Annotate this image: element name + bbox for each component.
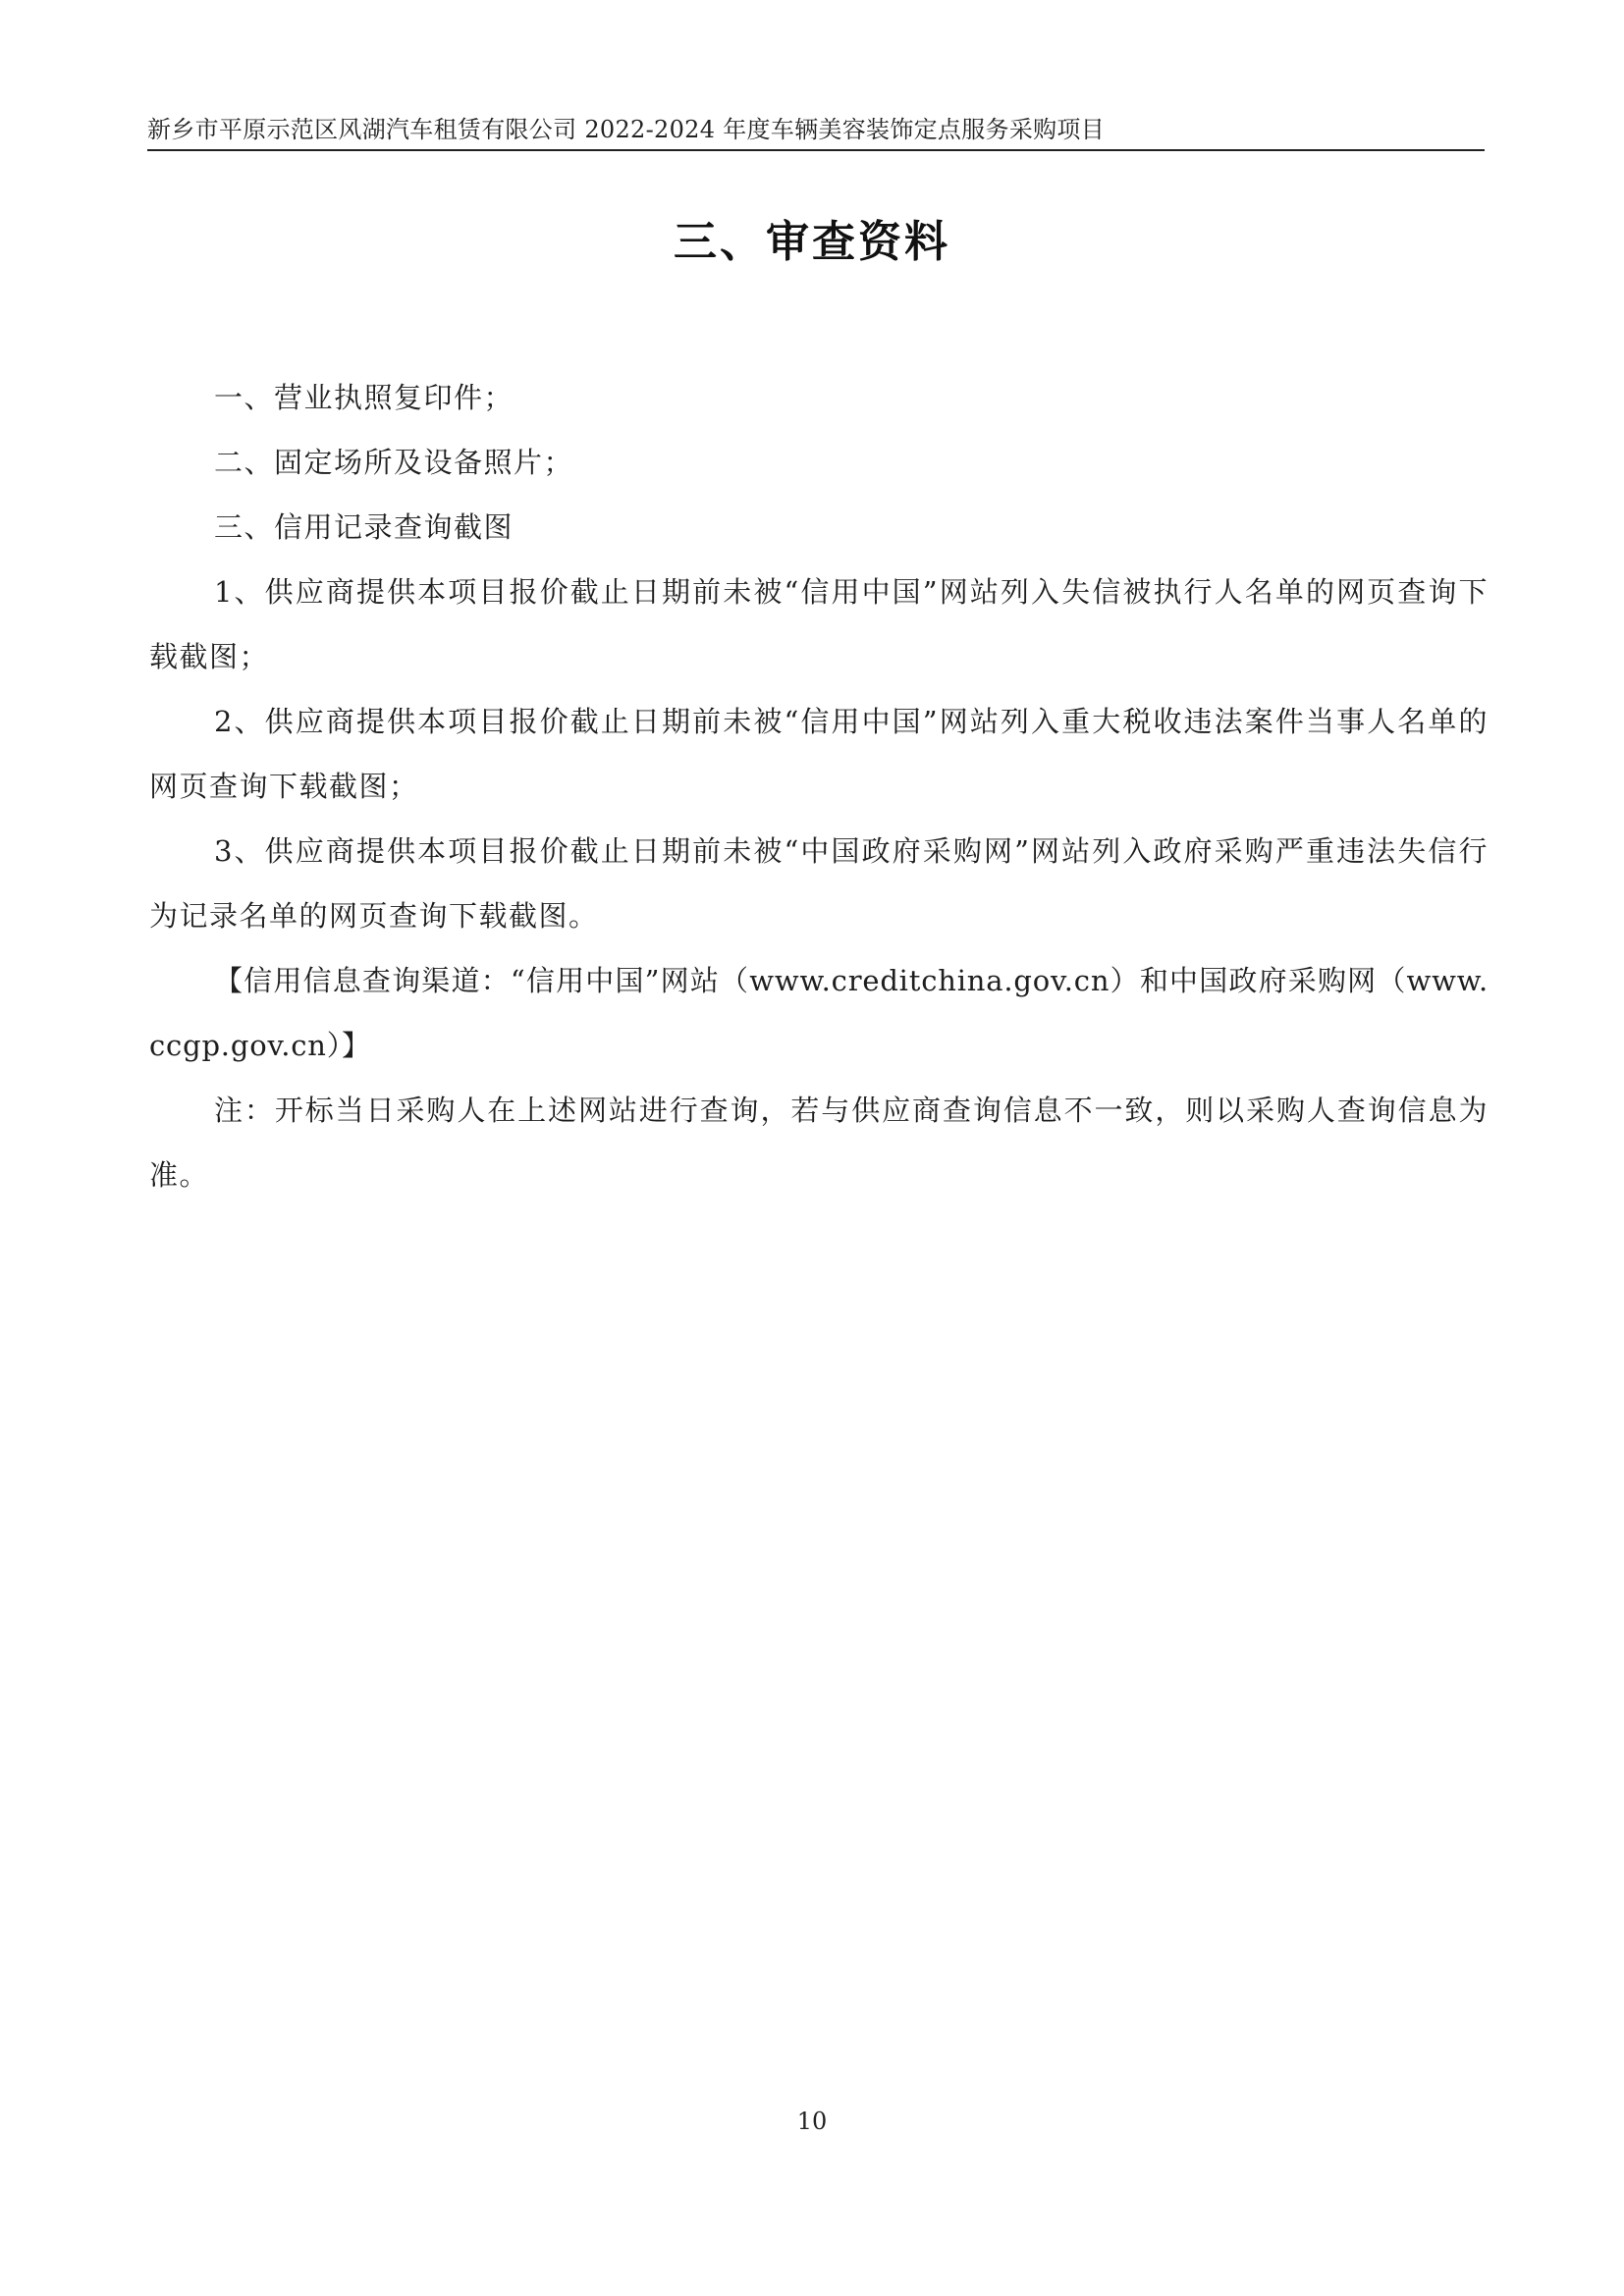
- header-divider: [147, 149, 1485, 151]
- page-number: 10: [796, 2108, 828, 2135]
- section-title: 三、审查资料: [674, 217, 950, 267]
- body-content: [149, 365, 1489, 1207]
- subitem-1-dishonest-list: 1、供应商提供本项目报价截止日期前未被“信用中国”网站列入失信被执行人名单的网页查询下载截图；: [149, 575, 1489, 673]
- subitem-3-procurement-violation-list: 3、供应商提供本项目报价截止日期前未被“中国政府采购网”网站列入政府采购严重违法失信行为记录名单的网页查询下载截图。: [149, 834, 1489, 933]
- note-paragraph: 注：开标当日采购人在上述网站进行查询，若与供应商查询信息不一致，则以采购人查询信息为准。: [149, 1094, 1489, 1192]
- running-header: 新乡市平原示范区风湖汽车租赁有限公司 2022-2024 年度车辆美容装饰定点服务采购项目: [147, 116, 1106, 143]
- item-premises-photos: 二、固定场所及设备照片；: [214, 446, 574, 479]
- credit-query-channels: 【信用信息查询渠道：“信用中国”网站（www.creditchina.gov.cn）和中国政府采购网（www.ccgp.gov.cn）】: [149, 964, 1489, 1062]
- item-business-license: 一、营业执照复印件；: [214, 381, 514, 414]
- subitem-2-tax-violation-list: 2、供应商提供本项目报价截止日期前未被“信用中国”网站列入重大税收违法案件当事人名单的网页查询下载截图；: [149, 705, 1489, 803]
- item-credit-record-screenshots: 三、信用记录查询截图: [214, 510, 514, 544]
